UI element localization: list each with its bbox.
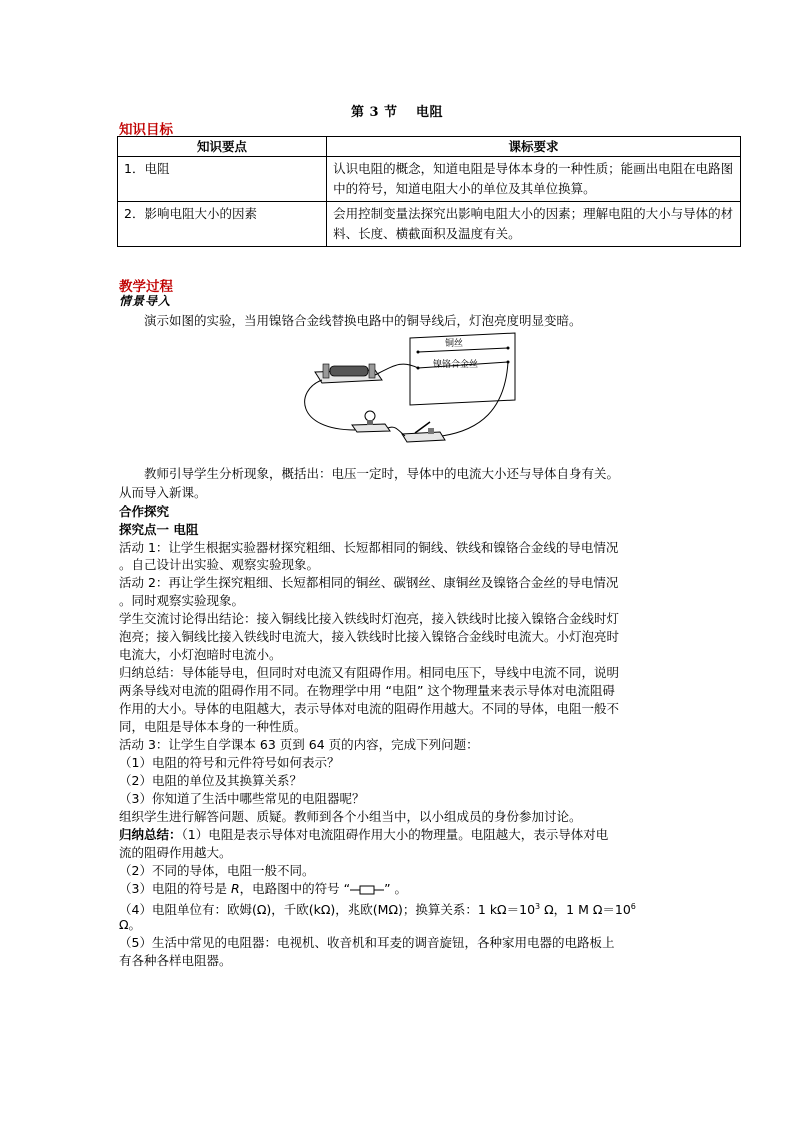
battery-clip (369, 364, 375, 378)
final-summary-1 (119, 825, 743, 844)
table-header-cell: 知识要点 (118, 137, 327, 157)
battery-icon (330, 366, 368, 376)
activity3: 活动 3：让学生自学课本 63 页到 64 页的内容，完成下列问题： (119, 737, 479, 752)
question-3: （3）你知道了生活中哪些常见的电阻器呢？ (119, 791, 365, 806)
table-header-cell: 课标要求 (327, 137, 741, 157)
knowledge-goals-table (117, 136, 741, 247)
activity2-line1: 活动 2：再让学生探究粗细、长短都相同的铜丝、碳钢丝、康铜丝及镍铬合金丝的导电情况 (119, 575, 619, 590)
discuss-line3: 电流大，小灯泡暗时电流小。 (119, 647, 282, 662)
activity1-line2: 。自己设计出实验、观察实验现象。 (119, 557, 320, 572)
summary-line1: 归纳总结：导体能导电，但同时对电流又有阻碍作用。相同电压下，导线中电流不同，说明 (119, 665, 620, 680)
table-row (118, 157, 741, 202)
final-3-mid: ，电路图中的符号 “ (239, 881, 351, 896)
teacher-text-2: 从而导入新课。 (119, 485, 207, 500)
final-summary-1b: 流的阻碍作用越大。 (119, 845, 232, 860)
bulb-socket (367, 420, 373, 425)
final-summary-4c: Ω。 (119, 917, 142, 932)
battery-clip (323, 364, 329, 378)
experiment-figure (290, 330, 520, 445)
final-3-suffix: ” 。 (384, 881, 408, 896)
resistor-symbol-icon (350, 885, 384, 895)
switch-terminal (428, 428, 434, 434)
intro-text: 演示如图的实验，当用镍铬合金线替换电路中的铜导线后，灯泡亮度明显变暗。 (144, 313, 582, 328)
question-2: （2）电阻的单位及其换算关系？ (119, 773, 302, 788)
exponent-3: 3 (535, 902, 541, 911)
intro-heading: 情景导入 (119, 294, 172, 308)
terminal-dot (417, 351, 420, 354)
summary-line3: 作用的大小。导体的电阻越大，表示导体对电流的阻碍作用越大。不同的导体，电阻一般不 (119, 701, 620, 716)
final-4a: （4）电阻单位有：欧姆(Ω)，千欧(kΩ)，兆欧(MΩ)；换算关系：1 kΩ＝10 (119, 902, 536, 918)
exponent-6: 6 (630, 902, 636, 911)
organize-text: 组织学生进行解答问题、质疑。教师到各个小组当中，以小组成员的身份参加讨论。 (119, 809, 582, 824)
discuss-line2: 泡亮；接入铜线比接入铁线时电流大，接入铁线时比接入镍铬合金线时电流大。小灯泡亮时 (119, 629, 620, 644)
terminal-dot (507, 347, 510, 350)
discuss-line1: 学生交流讨论得出结论：接入铜线比接入铁线时灯泡亮，接入铁线时比接入镍铬合金线时灯 (119, 611, 620, 626)
final-summary-5b: 有各种各样电阻器。 (119, 953, 232, 968)
final-4b: Ω，1 M Ω＝10 (540, 902, 631, 918)
bulb-icon (365, 411, 375, 421)
knowledge-goals-heading: 知识目标 (119, 122, 173, 138)
activity2-line2: 。同时观察实验现象。 (119, 593, 245, 608)
activity1-line1: 活动 1：让学生根据实验器材探究粗细、长短都相同的铜线、铁线和镍铬合金线的导电情况 (119, 540, 619, 555)
table-header-row (118, 137, 741, 157)
point-heading: 探究点一 电阻 (119, 522, 199, 537)
teacher-text-1: 教师引导学生分析现象，概括出：电压一定时，导体中的电流大小还与导体自身有关。 (144, 466, 620, 481)
summary-line4: 同，电阻是导体本身的一种性质。 (119, 719, 307, 734)
page-title: 第 3 节 电阻 (350, 105, 444, 120)
question-1: （1）电阻的符号和元件符号如何表示？ (119, 755, 340, 770)
resistance-symbol: R (230, 881, 240, 896)
bulb-base (352, 424, 390, 432)
final-summary-2: （2）不同的导体，电阻一般不同。 (119, 863, 315, 878)
connecting-wire (305, 380, 355, 430)
table-cell: 2．影响电阻大小的因素 (118, 202, 327, 247)
switch-lever (415, 422, 430, 433)
switch-base (402, 432, 445, 442)
table-cell: 认识电阻的概念，知道电阻是导体本身的一种性质；能画出电阻在电路图中的符号，知道电阻大小的单位及其单位换算。 (327, 157, 741, 202)
final-summary-5a: （5）生活中常见的电阻器：电视机、收音机和耳麦的调音旋钮，各种家用电器的电路板上 (119, 935, 615, 950)
summary-line2: 两条导线对电流的阻碍作用不同。在物理学中用 “电阻” 这个物理量来表示导体对电流阻碍 (119, 683, 615, 698)
copper-label: 铜丝 (445, 339, 464, 349)
final-summary-3 (119, 879, 743, 898)
teaching-process-heading: 教学过程 (119, 279, 173, 295)
table-cell: 1．电阻 (118, 157, 327, 202)
cooperation-heading: 合作探究 (119, 504, 170, 519)
table-cell: 会用控制变量法探究出影响电阻大小的因素；理解电阻的大小与导体的材料、长度、横截面积及温度有关。 (327, 202, 741, 247)
nichrome-label: 镍铬合金丝 (433, 360, 479, 370)
table-row (118, 202, 741, 247)
final-3-prefix: （3）电阻的符号是 (119, 881, 231, 896)
final-summary-1a: （1）电阻是表示导体对电流阻碍作用大小的物理量。电阻越大，表示导体对电 (181, 827, 609, 842)
final-summary-label: 归纳总结： (119, 827, 182, 842)
